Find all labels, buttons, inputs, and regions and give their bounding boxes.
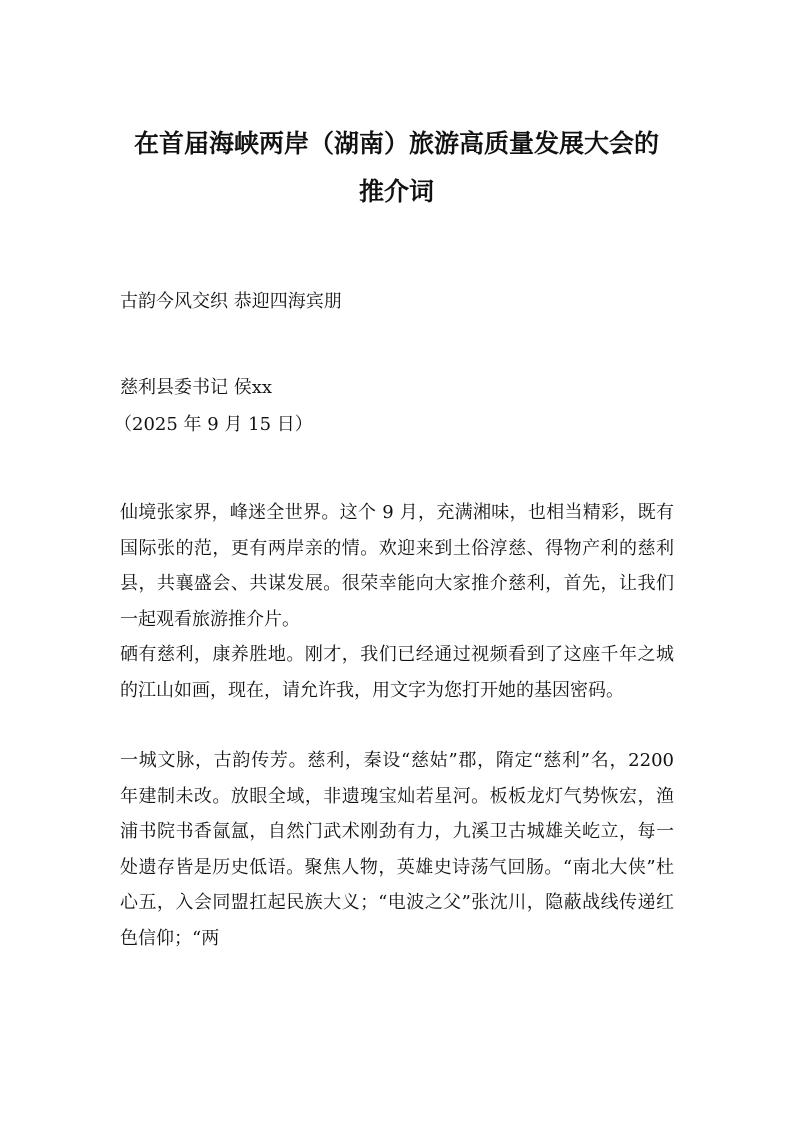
document-title-line-2: 推介词	[358, 177, 434, 206]
document-date: （2025 年 9 月 15 日）	[114, 414, 313, 435]
document-subtitle: 古韵今风交织 恭迎四海宾朋	[120, 291, 342, 312]
body-paragraph-3: 一城文脉，古韵传芳。慈利，秦设“慈姑”郡，隋定“慈利”名，2200 年建制未改。放眼全域，非遗瑰宝灿若星河。板板龙灯气势恢宏，渔浦书院书香氤氲，自然门武术刚劲有力，九溪卫古城雄关屹立，每一处遗存皆是历史低语。聚焦人物，英雄史诗荡气回肠。“南北大侠”杜心五，入会同盟扛起民族大义；“电波之父”张沈川，隐蔽战线传递红色信仰；“两	[120, 750, 674, 949]
document-title-line-1: 在首届海峡两岸（湖南）旅游高质量发展大会的	[133, 129, 659, 158]
document-author: 慈利县委书记 侯xx	[120, 377, 273, 398]
body-paragraph-2: 硒有慈利，康养胜地。刚才，我们已经通过视频看到了这座千年之城的江山如画，现在，请允许我，用文字为您打开她的基因密码。	[120, 644, 674, 701]
body-paragraph-1: 仙境张家界，峰迷全世界。这个 9 月，充满湘味，也相当精彩，既有国际张的范，更有两岸亲的情。欢迎来到土俗淳慈、得物产利的慈利县，共襄盛会、共谋发展。很荣幸能向大家推介慈利，首先，让我们一起观看旅游推介片。	[120, 502, 674, 630]
